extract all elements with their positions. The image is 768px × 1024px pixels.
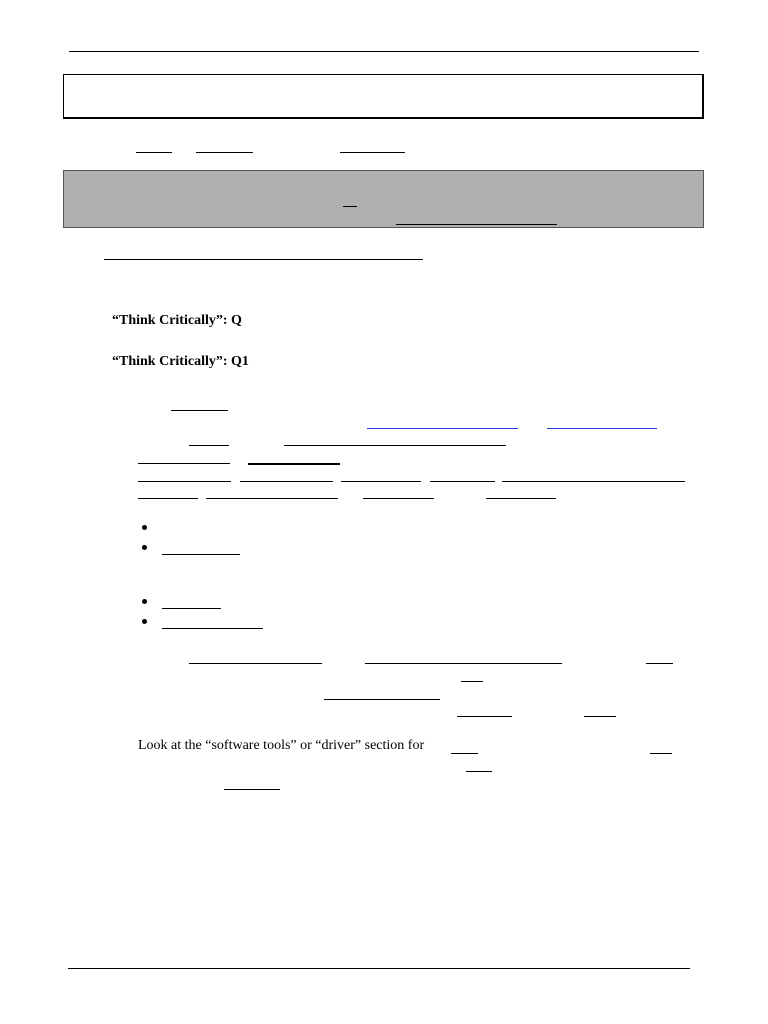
subheading-underline[interactable] <box>104 259 423 260</box>
hyperlink[interactable] <box>367 428 518 429</box>
blank-line[interactable] <box>324 699 440 700</box>
blank-line[interactable] <box>363 498 434 499</box>
blank-line[interactable] <box>396 224 557 225</box>
header-rule <box>69 51 699 52</box>
bullet-icon <box>142 599 147 604</box>
blank-line[interactable] <box>430 481 495 482</box>
blank-line[interactable] <box>171 410 228 411</box>
blank-line[interactable] <box>189 663 322 664</box>
blank-line[interactable] <box>457 716 512 717</box>
blank-line[interactable] <box>162 608 221 609</box>
think-critically-question: “Think Critically”: Q1 <box>112 354 249 369</box>
blank-line[interactable] <box>240 481 333 482</box>
blank-line[interactable] <box>138 481 231 482</box>
blank-line[interactable] <box>189 445 229 446</box>
blank-line[interactable] <box>365 663 562 664</box>
bullet-icon <box>142 525 147 530</box>
think-critically-question: “Think Critically”: Q <box>112 313 242 328</box>
blank-line[interactable] <box>340 152 405 153</box>
blank-line[interactable] <box>138 498 198 499</box>
hyperlink[interactable] <box>547 428 657 429</box>
blank-line[interactable] <box>584 716 616 717</box>
blank-line[interactable] <box>138 463 230 464</box>
blank-line[interactable] <box>224 789 280 790</box>
blank-line[interactable] <box>486 498 556 499</box>
blank-line[interactable] <box>284 445 506 446</box>
blank-line[interactable] <box>650 753 672 754</box>
blank-line[interactable] <box>162 628 263 629</box>
blank-line[interactable] <box>196 152 253 153</box>
blank-line[interactable] <box>502 481 685 482</box>
blank-line[interactable] <box>461 681 483 682</box>
instruction-band <box>63 170 704 228</box>
bullet-icon <box>142 619 147 624</box>
blank-line[interactable] <box>136 152 172 153</box>
blank-line[interactable] <box>646 663 673 664</box>
blank-line[interactable] <box>466 771 492 772</box>
footer-rule <box>68 968 690 969</box>
blank-line[interactable] <box>343 206 357 207</box>
title-box <box>63 74 704 119</box>
instruction-text: Look at the “software tools” or “driver” section for <box>138 738 425 753</box>
blank-line[interactable] <box>162 554 240 555</box>
blank-line[interactable] <box>341 481 421 482</box>
bullet-icon <box>142 545 147 550</box>
blank-line[interactable] <box>206 498 338 499</box>
blank-line[interactable] <box>248 463 340 465</box>
blank-line[interactable] <box>451 753 478 754</box>
